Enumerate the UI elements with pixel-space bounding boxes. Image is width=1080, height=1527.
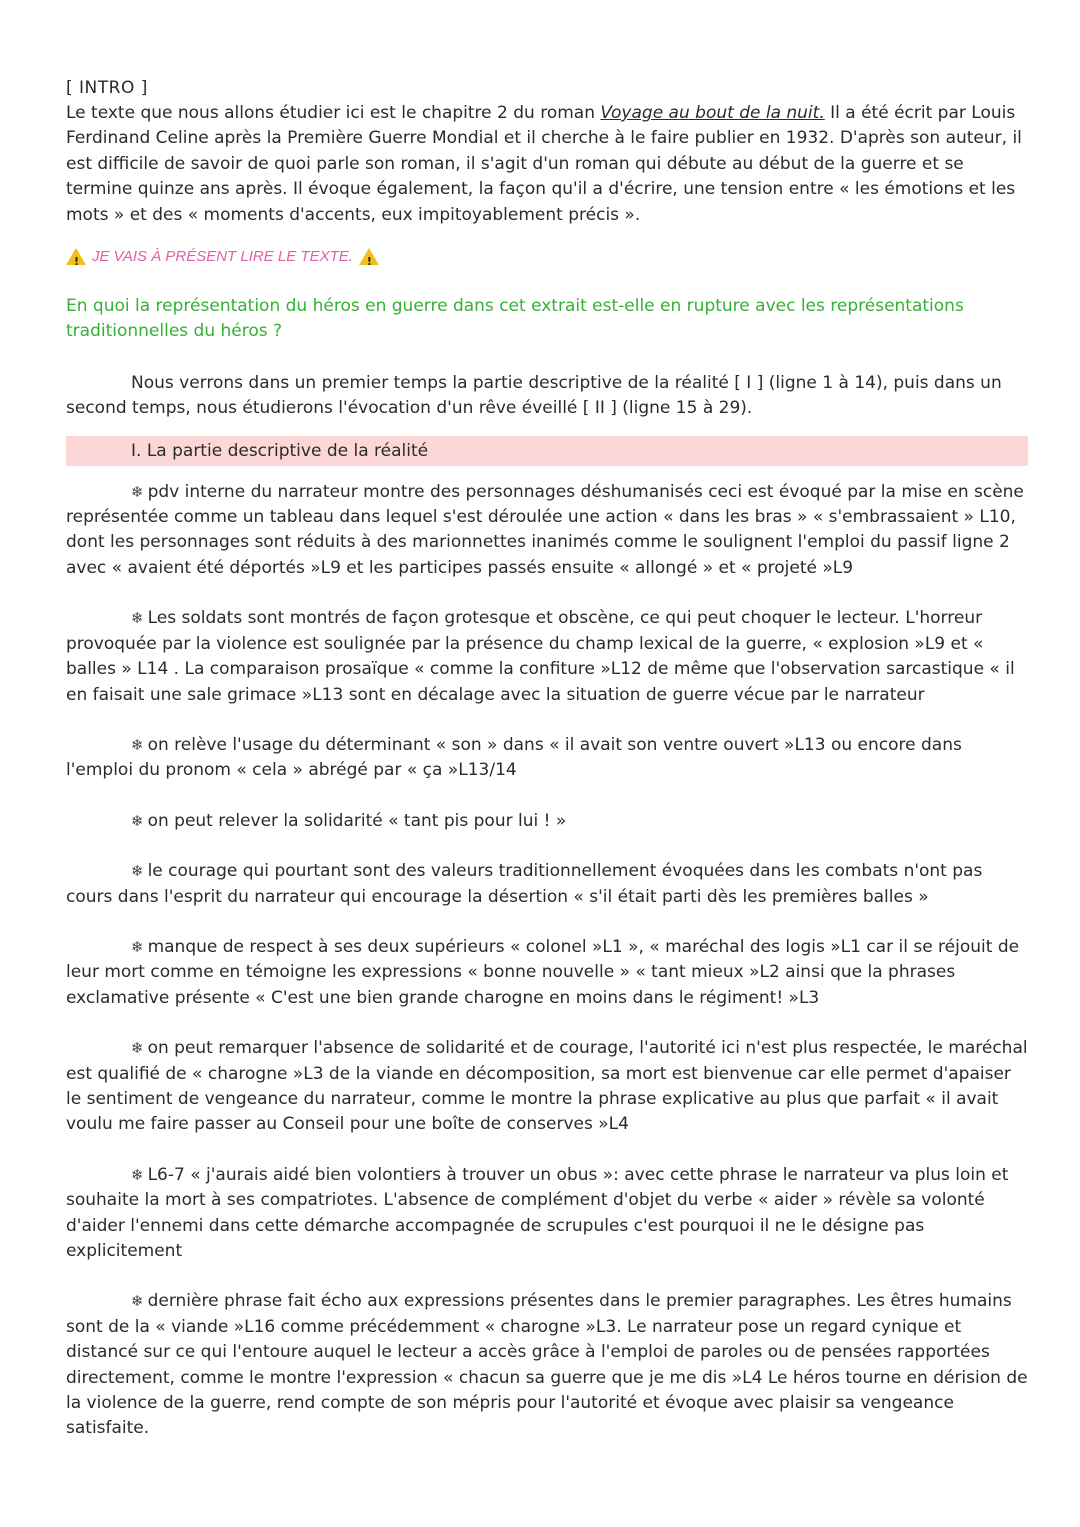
intro-heading: [ INTRO ] bbox=[66, 78, 148, 98]
plan-paragraph: Nous verrons dans un premier temps la partie descriptive de la réalité [ I ] (ligne 1 à 14), puis dans un second temps, nous étudierons l'évocation d'un rêve éveillé [ II ] (ligne 15 à 29). bbox=[66, 372, 1002, 419]
snowflake-bullet-icon: ❄ bbox=[131, 1039, 144, 1058]
read-text-warning bbox=[66, 246, 1028, 268]
analysis-point-text: le courage qui pourtant sont des valeurs traditionnellement évoquées dans les combats n'ont pas cours dans l'esprit du narrateur qui encourage la désertion « s'il était parti dès les premières balles » bbox=[66, 861, 983, 907]
analysis-point-text: L6-7 « j'aurais aidé bien volontiers à trouver un obus »: avec cette phrase le narrateur va plus loin et souhaite la mort à ses compatriotes. L'absence de complément d'objet du verbe « aider » révèle sa volonté d'aider l'ennemi dans cette démarche accompagnée de scrupules c'est pourquoi il ne le désigne pas explicitement bbox=[66, 1164, 1009, 1261]
analysis-point-text: manque de respect à ses deux supérieurs « colonel »L1 », « maréchal des logis »L1 car il se réjouit de leur mort comme en témoigne les expressions « bonne nouvelle » « tant mieux »L2 ainsi que la phrases exclamative présente « C'est une bien grande charogne en moins dans le régiment! »L3 bbox=[66, 936, 1020, 1008]
analysis-point-text: on peut relever la solidarité « tant pis pour lui ! » bbox=[147, 810, 567, 831]
analysis-point bbox=[66, 1036, 1028, 1138]
warning-icon bbox=[359, 248, 379, 265]
snowflake-bullet-icon: ❄ bbox=[131, 811, 144, 830]
warning-text: JE VAIS À PRÉSENT LIRE LE TEXTE. bbox=[92, 248, 353, 266]
analysis-points bbox=[66, 480, 1028, 1442]
analysis-point-text: pdv interne du narrateur montre des personnages déshumanisés ceci est évoqué par la mise en scène représentée comme un tableau dans lequel s'est déroulée une action « dans les bras » « s'embrassaient » L10, dont les personnages sont réduits à des marionnettes inanimés comme le soulignent l'emploi du passif ligne 2 avec « avaient été déportés »L9 et les participes passés ensuite « allongé » et « projeté »L9 bbox=[66, 481, 1024, 578]
section-heading bbox=[66, 436, 1028, 466]
analysis-point bbox=[66, 606, 1028, 708]
intro-text-start: Le texte que nous allons étudier ici est le chapitre 2 du roman bbox=[66, 103, 601, 123]
problematique: En quoi la représentation du héros en guerre dans cet extrait est-elle en rupture avec les représentations traditionnelles du héros ? bbox=[66, 296, 964, 342]
intro-text-end: Il a été écrit par Louis Ferdinand Celine après la Première Guerre Mondial et il cherche à le faire publier en 1932. D'après son auteur, il est difficile de savoir de quoi parle son roman, il s'agit d'un roman qui débute au début de la guerre et se termine quinze ans après. Il évoque également, la façon qu'il a d'écrire, une tension entre « les émotions et les mots » et des « moments d'accents, eux impitoyablement précis ». bbox=[66, 103, 1022, 225]
analysis-point bbox=[66, 809, 1028, 834]
analysis-point-text: on peut remarquer l'absence de solidarité et de courage, l'autorité ici n'est plus respectée, le maréchal est qualifié de « charogne »L3 de la viande en décomposition, sa mort est bienvenue car elle permet d'apaiser le sentiment de vengeance du narrateur, comme le montre la phrase explicative au plus que parfait « il avait voulu me faire passer au Conseil pour une boîte de conserves »L4 bbox=[66, 1038, 1028, 1135]
analysis-point bbox=[66, 733, 1028, 784]
book-title: Voyage au bout de la nuit. bbox=[600, 103, 825, 123]
analysis-point bbox=[66, 480, 1028, 582]
analysis-point-text: Les soldats sont montrés de façon grotesque et obscène, ce qui peut choquer le lecteur. L'horreur provoquée par la violence est soulignée par la présence du champ lexical de la guerre, « explosion »L9 et « balles » L14 . La comparaison prosaïque « comme la confiture »L12 de même que l'observation sarcastique « il en faisait une sale grimace »L13 sont en décalage avec la situation de guerre vécue par le narrateur bbox=[66, 608, 1015, 705]
snowflake-bullet-icon: ❄ bbox=[131, 862, 144, 881]
analysis-point bbox=[66, 935, 1028, 1011]
snowflake-bullet-icon: ❄ bbox=[131, 609, 144, 628]
snowflake-bullet-icon: ❄ bbox=[131, 1292, 144, 1311]
document-page bbox=[66, 76, 1028, 1442]
snowflake-bullet-icon: ❄ bbox=[131, 937, 144, 956]
analysis-point-text: dernière phrase fait écho aux expressions présentes dans le premier paragraphes. Les êtres humains sont de la « viande »L16 comme précédemment « charogne »L3. Le narrateur pose un regard cynique et distancé sur ce qui l'entoure auquel le lecteur a accès grâce à l'emploi de paroles ou de pensées rapportées directement, comme le montre l'expression « chacun sa guerre que je me dis »L4 Le héros tourne en dérision de la violence de la guerre, rend compte de son mépris pour l'autorité et évoque avec plaisir sa vengeance satisfaite. bbox=[66, 1291, 1028, 1439]
analysis-point-text: on relève l'usage du déterminant « son » dans « il avait son ventre ouvert »L13 ou encore dans l'emploi du pronom « cela » abrégé par « ça »L13/14 bbox=[66, 734, 962, 781]
analysis-point bbox=[66, 1289, 1028, 1441]
section-title: I. La partie descriptive de la réalité bbox=[131, 440, 429, 461]
snowflake-bullet-icon: ❄ bbox=[131, 1165, 144, 1184]
analysis-point bbox=[66, 1163, 1028, 1265]
snowflake-bullet-icon: ❄ bbox=[131, 735, 144, 754]
analysis-point bbox=[66, 859, 1028, 910]
warning-icon bbox=[66, 248, 86, 265]
snowflake-bullet-icon: ❄ bbox=[131, 482, 144, 501]
intro-paragraph bbox=[66, 101, 1028, 228]
